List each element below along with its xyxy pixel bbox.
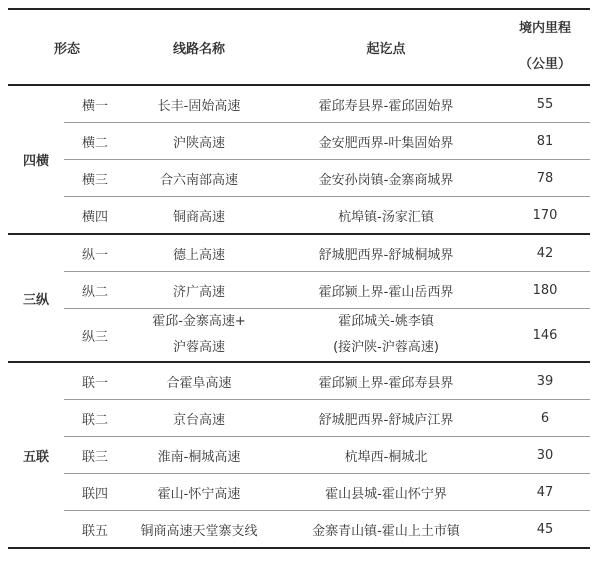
route-name: 长丰-固始高速 <box>126 85 272 123</box>
table-row <box>8 85 590 123</box>
route-name: 京台高速 <box>126 400 272 437</box>
route-length: 47 <box>500 474 590 511</box>
route-length: 6 <box>500 400 590 437</box>
group-vertical <box>8 234 590 362</box>
route-code: 联二 <box>64 400 126 437</box>
route-name: 济广高速 <box>126 272 272 309</box>
table-row <box>8 160 590 197</box>
route-endpoints: 舒城肥西界-舒城庐江界 <box>272 400 500 437</box>
route-endpoints: 霍邱颍上界-霍邱寿县界 <box>272 362 500 400</box>
route-length: 42 <box>500 234 590 272</box>
route-endpoints: 杭埠西-桐城北 <box>272 437 500 474</box>
group-horizontal <box>8 85 590 234</box>
route-name: 淮南-桐城高速 <box>126 437 272 474</box>
route-endpoints-note: (接沪陕-沪蓉高速) <box>333 340 439 355</box>
route-length: 55 <box>500 85 590 123</box>
route-name: 德上高速 <box>126 234 272 272</box>
group-label: 四横 <box>22 154 49 169</box>
route-name: 沪陕高速 <box>126 123 272 160</box>
route-code: 纵三 <box>82 329 109 345</box>
table-row <box>8 400 590 437</box>
route-code: 横三 <box>64 160 126 197</box>
header-ends: 起讫点 <box>366 41 406 57</box>
table-row <box>8 511 590 549</box>
group-label: 三纵 <box>22 292 49 308</box>
route-code: 联三 <box>64 437 126 474</box>
table-header <box>8 9 590 85</box>
table-row <box>8 474 590 511</box>
route-code: 横四 <box>82 209 109 225</box>
route-name-part: 沪蓉高速 <box>173 340 226 355</box>
route-name: 合霍阜高速 <box>126 362 272 400</box>
route-name-part: 霍邱-金寨高速+ <box>152 314 246 329</box>
route-endpoints: 霍山县城-霍山怀宁界 <box>272 474 500 511</box>
route-length: 45 <box>536 521 554 537</box>
route-code: 纵二 <box>64 272 126 309</box>
table-row <box>8 272 590 309</box>
route-name: 铜商高速天堂寨支线 <box>140 523 258 539</box>
route-name: 霍山-怀宁高速 <box>126 474 272 511</box>
route-name: 铜商高速 <box>173 209 226 225</box>
route-code: 联四 <box>64 474 126 511</box>
route-code: 横二 <box>64 123 126 160</box>
route-endpoints <box>272 309 500 363</box>
table-row <box>8 197 590 235</box>
route-endpoints: 霍邱寿县界-霍邱固始界 <box>272 85 500 123</box>
route-endpoints: 金寨青山镇-霍山上土市镇 <box>312 523 460 539</box>
highway-table <box>8 8 590 549</box>
route-name <box>126 309 272 363</box>
route-length: 81 <box>500 123 590 160</box>
header-name: 线路名称 <box>173 41 226 57</box>
header-length-unit: （公里） <box>519 57 572 72</box>
route-endpoints: 舒城肥西界-舒城桐城界 <box>272 234 500 272</box>
group-connector <box>8 362 590 548</box>
route-endpoints: 霍邱颍上界-霍山岳西界 <box>272 272 500 309</box>
route-length: 30 <box>500 437 590 474</box>
header-length-label: 境内里程 <box>519 21 572 36</box>
table-row <box>8 309 590 363</box>
route-length: 146 <box>532 327 558 343</box>
route-endpoints-part: 霍邱城关-姚李镇 <box>338 314 434 329</box>
route-code: 纵一 <box>64 234 126 272</box>
group-label: 五联 <box>22 449 49 465</box>
route-code: 横一 <box>64 85 126 123</box>
route-code: 联五 <box>82 523 109 539</box>
route-length: 180 <box>500 272 590 309</box>
route-endpoints: 金安孙岗镇-金寨商城界 <box>272 160 500 197</box>
route-endpoints: 金安肥西界-叶集固始界 <box>272 123 500 160</box>
table-row <box>8 234 590 272</box>
table-row <box>8 437 590 474</box>
table-row <box>8 123 590 160</box>
header-length <box>500 9 590 85</box>
route-length: 78 <box>500 160 590 197</box>
route-code: 联一 <box>64 362 126 400</box>
route-endpoints: 杭埠镇-汤家汇镇 <box>338 209 434 225</box>
header-form: 形态 <box>54 41 81 57</box>
route-length: 170 <box>532 207 558 223</box>
route-name: 合六南部高速 <box>126 160 272 197</box>
header-row <box>8 9 590 85</box>
table-row <box>8 362 590 400</box>
route-length: 39 <box>500 362 590 400</box>
